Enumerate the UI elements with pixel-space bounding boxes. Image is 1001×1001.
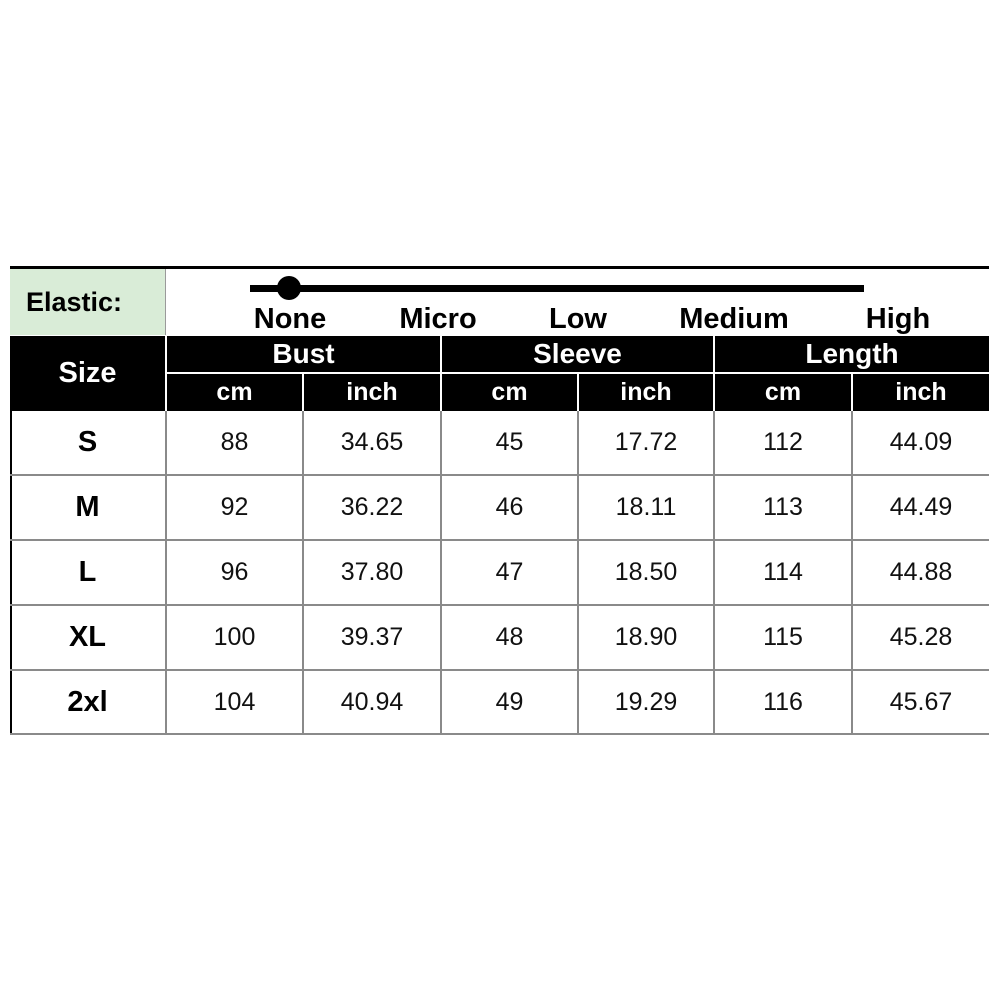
bust-inch-cell: 34.65 [304,411,442,474]
bust-cm-cell: 104 [167,671,304,733]
length-inch-cell: 44.88 [889,558,953,586]
header-divider [851,374,853,411]
length-inch-cell: 44.49 [889,493,953,521]
header-sleeve: Sleeve [533,338,622,369]
bust-inch-cell: 39.37 [304,606,442,669]
bust-inch-cell: 36.22 [304,476,442,539]
bust-inch-cell: 37.80 [304,541,442,604]
sleeve-inch-cell: 18.50 [579,541,715,604]
elastic-level-medium: Medium [679,303,789,335]
sleeve-cm-cell: 46 [442,476,579,539]
header-length-cm: cm [764,378,802,406]
sleeve-cm-cell: 49 [442,671,579,733]
bust-cm-cell: 88 [167,411,304,474]
length-cm-cell: 113 [715,476,853,539]
header-size: Size [58,357,117,389]
elastic-level-micro: Micro [399,303,477,335]
table-row [10,411,989,476]
header-length-inch: inch [895,378,947,406]
table-row [10,606,989,671]
size-cell: S [10,411,167,474]
sleeve-inch-cell: 19.29 [579,671,715,733]
bust-cm-cell: 100 [167,606,304,669]
length-cm-cell: 114 [715,541,853,604]
elastic-label: Elastic: [10,269,166,335]
size-chart [10,266,989,735]
size-cell: 2xl [10,671,167,733]
sleeve-inch-cell: 17.72 [579,411,715,474]
sleeve-cm-cell: 48 [442,606,579,669]
sleeve-cm-cell: 47 [442,541,579,604]
header-bust-inch: inch [346,378,398,406]
header-bust: Bust [272,338,335,369]
elastic-level-none: None [253,303,327,335]
table-header [10,336,989,411]
elastic-scale-bar [250,285,864,292]
table-body [10,411,989,735]
header-length: Length [805,338,899,369]
header-bust-cm: cm [216,378,253,406]
size-cell: XL [10,606,167,669]
sleeve-inch-cell: 18.11 [579,476,715,539]
header-sleeve-inch: inch [620,378,672,406]
length-cm-cell: 112 [715,411,853,474]
length-cm-cell: 115 [715,606,853,669]
table-row [10,476,989,541]
bust-inch-cell: 40.94 [304,671,442,733]
table-row [10,541,989,606]
header-divider [302,374,304,411]
header-divider [577,374,579,411]
bust-cm-cell: 92 [167,476,304,539]
length-inch-cell: 45.67 [889,687,953,716]
sleeve-inch-cell: 18.90 [579,606,715,669]
header-sleeve-cm: cm [491,378,528,406]
elastic-level-low: Low [549,303,607,335]
sleeve-cm-cell: 45 [442,411,579,474]
length-cm-cell: 116 [715,671,853,733]
elastic-scale-knob [277,276,301,300]
table-row [10,671,989,735]
length-inch-cell: 45.28 [889,623,953,651]
elastic-scale [166,269,989,335]
elastic-level-high: High [865,303,931,335]
size-cell: L [10,541,167,604]
length-inch-cell: 44.09 [889,428,953,456]
bust-cm-cell: 96 [167,541,304,604]
size-cell: M [10,476,167,539]
